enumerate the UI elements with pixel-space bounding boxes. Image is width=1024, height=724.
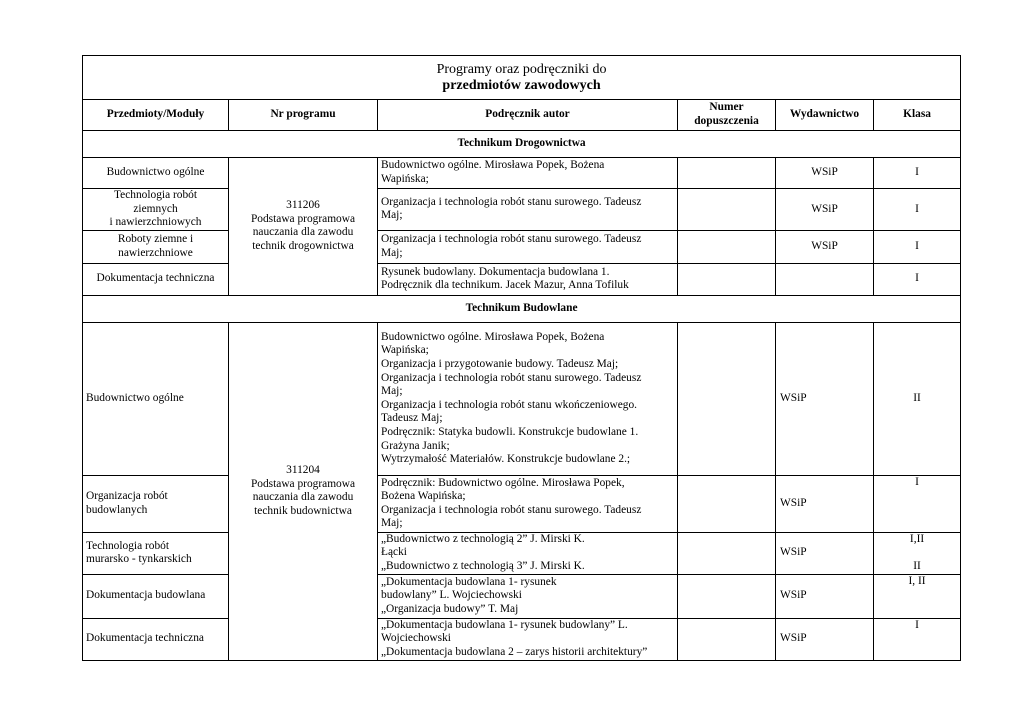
program-line1: Podstawa programowa [250,212,356,225]
publisher-cell: WSiP [776,230,874,263]
program-line2: nauczania dla zawodu [252,491,354,504]
textbook-cell [378,189,678,231]
textbook-line: Organizacja i technologia robót stanu surowego. Tadeusz [381,371,642,384]
title-line-2: przedmiotów zawodowych [442,77,601,93]
grade-line [877,546,957,560]
publisher-cell: WSiP [776,322,874,475]
subject-line: Dokumentacja budowlana [86,589,206,602]
textbook-line: Łącki [381,546,407,559]
grade-line: I [915,618,919,631]
approval-cell [678,230,776,263]
textbook-line: Maj; [381,385,403,398]
publisher-cell: WSiP [776,618,874,660]
grade-cell [874,574,961,618]
textbook-line: Organizacja i technologia robót stanu surowego. Tadeusz [381,503,642,516]
approval-cell [678,475,776,532]
textbook-line: Podręcznik: Budownictwo ogólne. Mirosława Popek, [381,476,625,489]
section-row [83,131,961,158]
program-line3: technik drogownictwa [252,239,354,252]
header-approval-line-1: Numer [709,101,744,114]
subject-cell [83,475,229,532]
textbook-line: Budownictwo ogólne. Mirosława Popek, Bożena [381,159,605,172]
subject-line: ziemnych [133,202,178,215]
textbook-line: Organizacja i technologia robót stanu surowego. Tadeusz [381,233,642,246]
approval-cell [678,618,776,660]
textbook-cell [378,158,678,189]
textbook-line: Podręcznik dla technikum. Jacek Mazur, Anna Tofiluk [381,279,629,292]
subject-line: Budownictwo ogólne [86,391,184,404]
subject-cell [83,230,229,263]
grade-cell: I [874,230,961,263]
textbook-line: „Dokumentacja budowlana 1- rysunek budowlany” L. [381,618,628,631]
table-body [83,56,961,661]
textbook-line: budowlany” L. Wojciechowski [381,589,522,602]
header-publisher: Wydawnictwo [776,100,874,131]
subject-line: Technologia robót [113,189,198,201]
textbook-line: Organizacja i technologia robót stanu surowego. Tadeusz [381,195,642,208]
grade-cell [874,322,961,475]
textbook-line: Maj; [381,209,403,222]
subject-line: Organizacja robót [86,490,168,503]
grade-line: I, II [908,574,926,587]
title-line-1: Programy oraz podręczniki do [436,61,607,77]
subject-line: Dokumentacja techniczna [96,272,215,285]
approval-cell [678,322,776,475]
textbook-cell [378,475,678,532]
subject-cell [83,158,229,189]
grade-cell: I [874,189,961,231]
program-line3: technik budownictwa [254,504,352,517]
textbook-line: Tadeusz Maj; [381,412,443,425]
textbook-line: Rysunek budowlany. Dokumentacja budowlana 1. [381,265,610,278]
grade-line: I [915,475,919,488]
textbook-line: „Budownictwo z technologią 2” J. Mirski K. [381,532,585,545]
textbook-cell [378,322,678,475]
publisher-cell: WSiP [776,574,874,618]
table-row [83,574,961,618]
table-row [83,532,961,574]
section-row [83,295,961,322]
subject-cell [83,618,229,660]
grade-cell [874,618,961,660]
section-title: Technikum Drogownictwa [83,131,961,158]
approval-cell [678,574,776,618]
subject-cell [83,532,229,574]
table-row [83,263,961,295]
subject-line: budowlanych [86,503,148,516]
grade-cell: I [874,263,961,295]
textbook-line: Wapińska; [381,344,429,357]
subject-line: Roboty ziemne i [117,233,194,246]
publisher-cell: WSiP [776,532,874,574]
textbook-cell [378,574,678,618]
grade-line: II [913,559,921,572]
header-approval [678,100,776,131]
subject-cell [83,189,229,231]
grade-cell: I [874,158,961,189]
subject-line: nawierzchniowe [118,246,193,259]
textbook-line: Organizacja i technologia robót stanu wkończeniowego. [381,398,637,411]
title-row [83,56,961,100]
table-row [83,322,961,475]
header-row [83,100,961,131]
textbook-line: „Dokumentacja budowlana 2 – zarys historii architektury” [381,645,648,658]
program-line2: nauczania dla zawodu [252,226,354,239]
header-subjects: Przedmioty/Moduły [83,100,229,131]
header-textbook: Podręcznik autor [378,100,678,131]
textbook-line: Maj; [381,246,403,259]
program-cell [229,158,378,296]
textbook-line: „Budownictwo z technologią 3” J. Mirski K. [381,559,585,572]
table-row [83,618,961,660]
header-program-no: Nr programu [229,100,378,131]
program-number: 311204 [286,463,320,476]
textbook-line: Bożena Wapińska; [381,490,466,503]
publisher-cell: WSiP [776,189,874,231]
textbook-cell [378,263,678,295]
header-grade: Klasa [874,100,961,131]
table-row [83,230,961,263]
subject-line: murarsko - tynkarskich [86,553,192,566]
textbook-line: Organizacja i przygotowanie budowy. Tadeusz Maj; [381,358,619,370]
program-number: 311206 [286,199,320,212]
subject-line: Technologia robót [86,539,170,552]
table-row [83,189,961,231]
textbook-line: Wytrzymałość Materiałów. Konstrukcje budowlane 2.; [381,453,631,466]
approval-cell [678,189,776,231]
subject-cell [83,322,229,475]
subject-line: Dokumentacja techniczna [86,632,204,645]
textbook-line: Podręcznik: Statyka budowli. Konstrukcje budowlane 1. [381,425,639,438]
section-title: Technikum Budowlane [83,295,961,322]
publisher-cell [776,263,874,295]
subject-cell [83,263,229,295]
textbook-line: Grażyna Janik; [381,439,450,452]
grade-line: I,II [909,532,925,545]
textbook-line: „Dokumentacja budowlana 1- rysunek [381,575,557,588]
approval-cell [678,263,776,295]
subject-line: Budownictwo ogólne [106,166,205,179]
publisher-cell: WSiP [776,158,874,189]
grade-cell [874,475,961,532]
grade-cell [874,532,961,574]
programs-table [82,55,961,661]
header-approval-line-2: dopuszczenia [694,115,759,127]
subject-cell [83,574,229,618]
program-cell [229,322,378,660]
table-row [83,475,961,532]
approval-cell [678,158,776,189]
textbook-line: Wapińska; [381,173,429,185]
subject-line: i nawierzchniowych [109,216,202,229]
program-line1: Podstawa programowa [250,477,356,490]
textbook-line: Budownictwo ogólne. Mirosława Popek, Bożena [381,330,605,343]
textbook-line: Maj; [381,517,403,530]
grade-line: II [913,391,921,404]
publisher-cell: WSiP [776,475,874,532]
approval-cell [678,532,776,574]
textbook-cell [378,618,678,660]
textbook-line: Wojciechowski [381,632,451,645]
table-row [83,158,961,189]
textbook-line: „Organizacja budowy” T. Maj [381,602,519,615]
page-title [83,56,961,100]
textbook-cell [378,230,678,263]
textbook-cell [378,532,678,574]
